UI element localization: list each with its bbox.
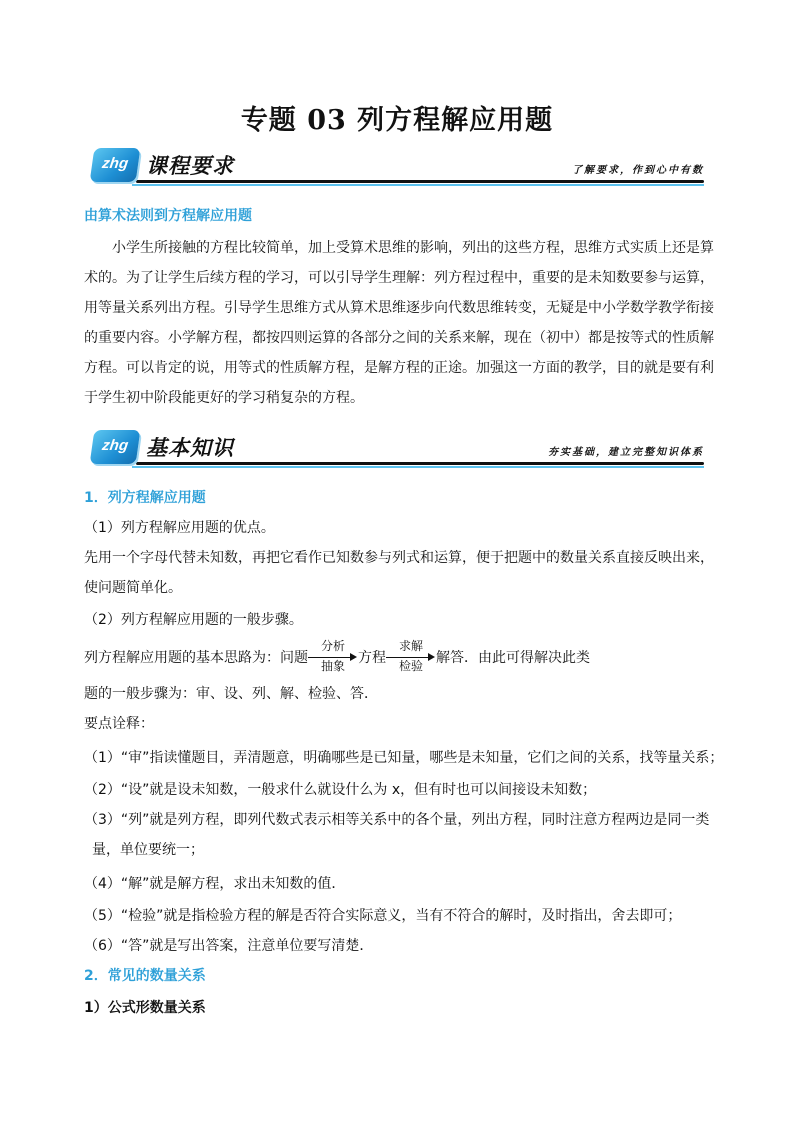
zhg-logo bbox=[90, 430, 141, 464]
note-line: （4）“解”就是解方程，求出未知数的值． bbox=[84, 876, 346, 892]
subsection-heading: 1．列方程解应用题 bbox=[84, 490, 206, 506]
banner-heading: 课程要求 bbox=[146, 154, 234, 178]
paragraph-line: 术的。为了让学生后续方程的学习，可以引导学生理解：列方程过程中，重要的是未知数要参与运算， bbox=[84, 270, 714, 286]
banner-underline-accent bbox=[132, 184, 704, 186]
paragraph-line: 方程。可以肯定的说，用等式的性质解方程，是解方程的正途。加强这一方面的教学，目的就是要有利 bbox=[84, 360, 714, 376]
text-line: 使问题简单化。 bbox=[84, 580, 182, 596]
banner-underline-accent bbox=[132, 466, 704, 468]
note-line: （5）“检验”就是指检验方程的解是否符合实际意义，当有不符合的解时，及时指出，舍去即可； bbox=[84, 908, 682, 924]
flow-prefix: 列方程解应用题的基本思路为：问题 bbox=[84, 650, 308, 666]
paragraph-line: 的重要内容。小学解方程，都按四则运算的各部分之间的关系来解，现在（初中）都是按等式的性质解 bbox=[84, 330, 714, 346]
flow-suffix: 解答．由此可得解决此类 bbox=[436, 650, 590, 666]
flow-arrow-analyze bbox=[308, 639, 358, 673]
text-line: （1）列方程解应用题的优点。 bbox=[84, 520, 275, 536]
flow-arrow-solve bbox=[386, 639, 436, 673]
paragraph-line: 于学生初中阶段能更好的学习稍复杂的方程。 bbox=[84, 390, 364, 406]
banner-tagline: 夯实基础，建立完整知识体系 bbox=[548, 447, 704, 458]
text-line: 题的一般步骤为：审、设、列、解、检验、答． bbox=[84, 686, 378, 702]
banner-underline bbox=[136, 462, 704, 465]
section-banner-course-requirements bbox=[92, 146, 704, 186]
logo-text: zhg bbox=[101, 155, 130, 172]
note-line: （3）“列”就是列方程，即列代数式表示相等关系中的各个量，列出方程，同时注意方程两边是同一类 bbox=[84, 812, 710, 828]
banner-tagline: 了解要求，作到心中有数 bbox=[572, 165, 704, 176]
paragraph-line: 小学生所接触的方程比较简单，加上受算术思维的影响，列出的这些方程，思维方式实质上还是算 bbox=[112, 240, 714, 256]
arrow-label-bottom: 检验 bbox=[398, 659, 423, 673]
text-line: （2）列方程解应用题的一般步骤。 bbox=[84, 612, 303, 628]
arrow-label-top: 分析 bbox=[320, 639, 345, 653]
flow-line bbox=[84, 639, 590, 673]
note-line: （6）“答”就是写出答案，注意单位要写清楚． bbox=[84, 938, 374, 954]
banner-heading: 基本知识 bbox=[146, 436, 234, 460]
subsubsection-heading: 1）公式形数量关系 bbox=[84, 1000, 206, 1016]
flow-mid: 方程 bbox=[358, 650, 386, 666]
paragraph-line: 用等量关系列出方程。引导学生思维方式从算术思维逐步向代数思维转变，无疑是中小学数学教学衔接 bbox=[84, 300, 714, 316]
arrow-label-bottom: 抽象 bbox=[320, 659, 345, 673]
subsection-heading: 2．常见的数量关系 bbox=[84, 968, 206, 984]
section-heading: 由算术法则到方程解应用题 bbox=[84, 208, 252, 224]
arrow-line bbox=[386, 657, 430, 658]
note-line: （2）“设”就是设未知数，一般求什么就设什么为 x，但有时也可以间接设未知数； bbox=[84, 782, 597, 798]
section-banner-basic-knowledge bbox=[92, 428, 704, 468]
arrow-line bbox=[308, 657, 352, 658]
banner-underline bbox=[136, 180, 704, 183]
zhg-logo bbox=[90, 148, 141, 182]
text-line: 要点诠释： bbox=[84, 716, 154, 732]
text-line: 先用一个字母代替未知数，再把它看作已知数参与列式和运算，便于把题中的数量关系直接反映出来， bbox=[84, 550, 714, 566]
note-line: （1）“审”指读懂题目，弄清题意，明确哪些是已知量，哪些是未知量，它们之间的关系，找等量关系； bbox=[84, 750, 724, 766]
note-line: 量，单位要统一； bbox=[92, 842, 204, 858]
page-title: 专题 03 列方程解应用题 bbox=[240, 105, 554, 136]
arrow-label-top: 求解 bbox=[398, 639, 423, 653]
logo-text: zhg bbox=[101, 437, 130, 454]
